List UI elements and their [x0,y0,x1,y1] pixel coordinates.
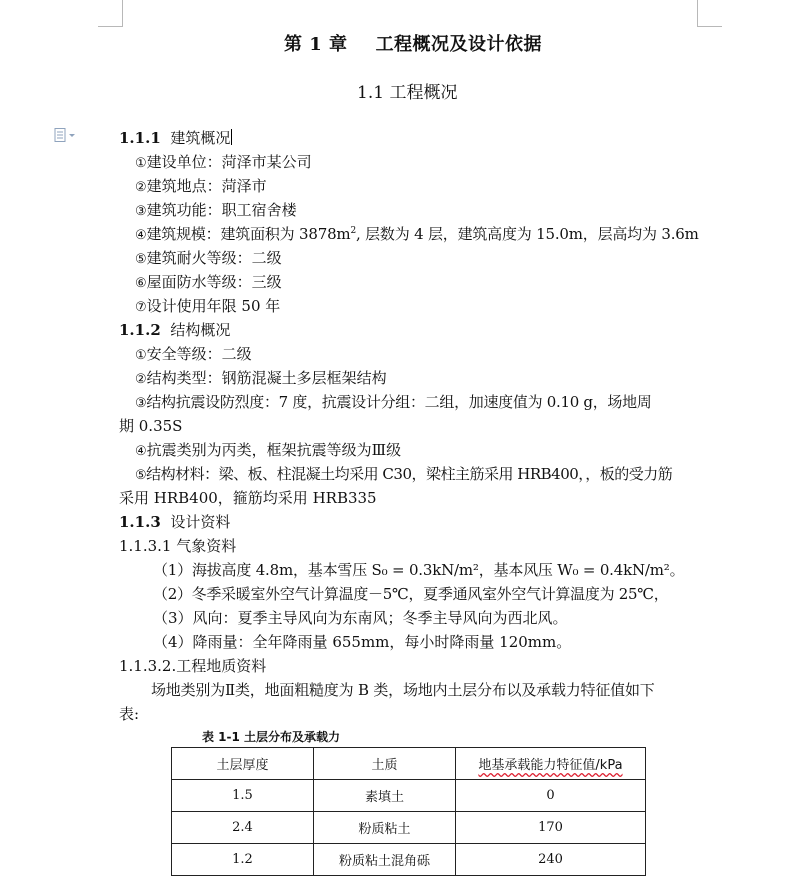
page-corner-mark-top-left [98,0,123,27]
list-item: ①安全等级：二级 [135,345,252,363]
chapter-heading [284,30,542,56]
list-item: ⑦设计使用年限 50 年 [135,297,281,315]
table-header-row [172,748,646,780]
list-item-continuation: 期 0.35S [119,417,183,435]
table-cell: 240 [456,844,646,876]
subsubsection-heading-1-1-3-1: 1.1.3.1 气象资料 [119,537,237,555]
text-cursor [231,129,232,145]
heading-number: 1.1.1 [119,129,161,147]
heading-title: 建筑概况 [170,129,231,147]
paragraph: 场地类别为Ⅱ类，地面粗糙度为 B 类，场地内土层分布以及承载力特征值如下 [151,681,655,699]
list-item: （1）海拔高度 4.8m，基本雪压 S₀ = 0.3kN/m²，基本风压 W₀ = 0.4kN/m²。 [153,561,685,579]
page-corner-mark-top-right [697,0,722,27]
list-item: ②建筑地点：菏泽市 [135,177,267,195]
list-item: ⑤结构材料：梁、板、柱混凝土均采用 C30，梁柱主筋采用 HRB400，，板的受力筋 [135,465,673,483]
list-item: ②结构类型：钢筋混凝土多层框架结构 [135,369,387,387]
document-outline-icon[interactable] [54,128,76,142]
table-cell: 170 [456,812,646,844]
list-item: （4）降雨量：全年降雨量 655mm，每小时降雨量 120mm。 [153,633,572,651]
paragraph-continuation: 表: [119,705,140,723]
table-cell: 1.5 [172,780,314,812]
section-heading: 1.1 工程概况 [357,83,458,103]
subsubsection-heading-1-1-3-2: 1.1.3.2.工程地质资料 [119,657,267,675]
table-cell: 粉质粘土混角砾 [314,844,456,876]
column-header: 地基承载能力特征值/kPa [456,748,646,780]
table-row [172,844,646,876]
table-cell: 0 [456,780,646,812]
table-row [172,812,646,844]
table-cell: 2.4 [172,812,314,844]
subsection-heading-1-1-1[interactable] [119,127,232,148]
list-item: （2）冬季采暖室外空气计算温度－5℃，夏季通风室外空气计算温度为 25℃， [153,585,669,603]
list-item: ④建筑规模：建筑面积为 $3878m^2$, 层数为 4 层，建筑高度为 15.0m，层高均为 3.6m [135,225,699,243]
list-item: ⑤建筑耐火等级：二级 [135,249,282,267]
table-cell: 粉质粘土 [314,812,456,844]
subsection-heading-1-1-3: 1.1.3 设计资料 [119,513,231,531]
list-item: （3）风向：夏季主导风向为东南风；冬季主导风向为西北风。 [153,609,568,627]
table-cell: 素填土 [314,780,456,812]
chapter-title: 工程概况及设计依据 [375,34,543,55]
column-header: 土质 [314,748,456,780]
list-item: ①建设单位：菏泽市某公司 [135,153,312,171]
chapter-number: 第 1 章 [284,34,348,55]
list-item: ⑥屋面防水等级：三级 [135,273,282,291]
column-header: 土层厚度 [172,748,314,780]
table-cell: 1.2 [172,844,314,876]
list-item: ③结构抗震设防烈度：7 度，抗震设计分组：二组，加速度值为 0.10 g，场地周 [135,393,652,411]
list-item: ④抗震类别为丙类，框架抗震等级为Ⅲ级 [135,441,402,459]
table-caption: 表 1-1 土层分布及承载力 [202,730,341,744]
list-item: ③建筑功能：职工宿舍楼 [135,201,297,219]
subsection-heading-1-1-2: 1.1.2 结构概况 [119,321,231,339]
table-row [172,780,646,812]
list-item-continuation: 采用 HRB400，箍筋均采用 HRB335 [119,489,377,507]
soil-layer-table [171,747,646,876]
